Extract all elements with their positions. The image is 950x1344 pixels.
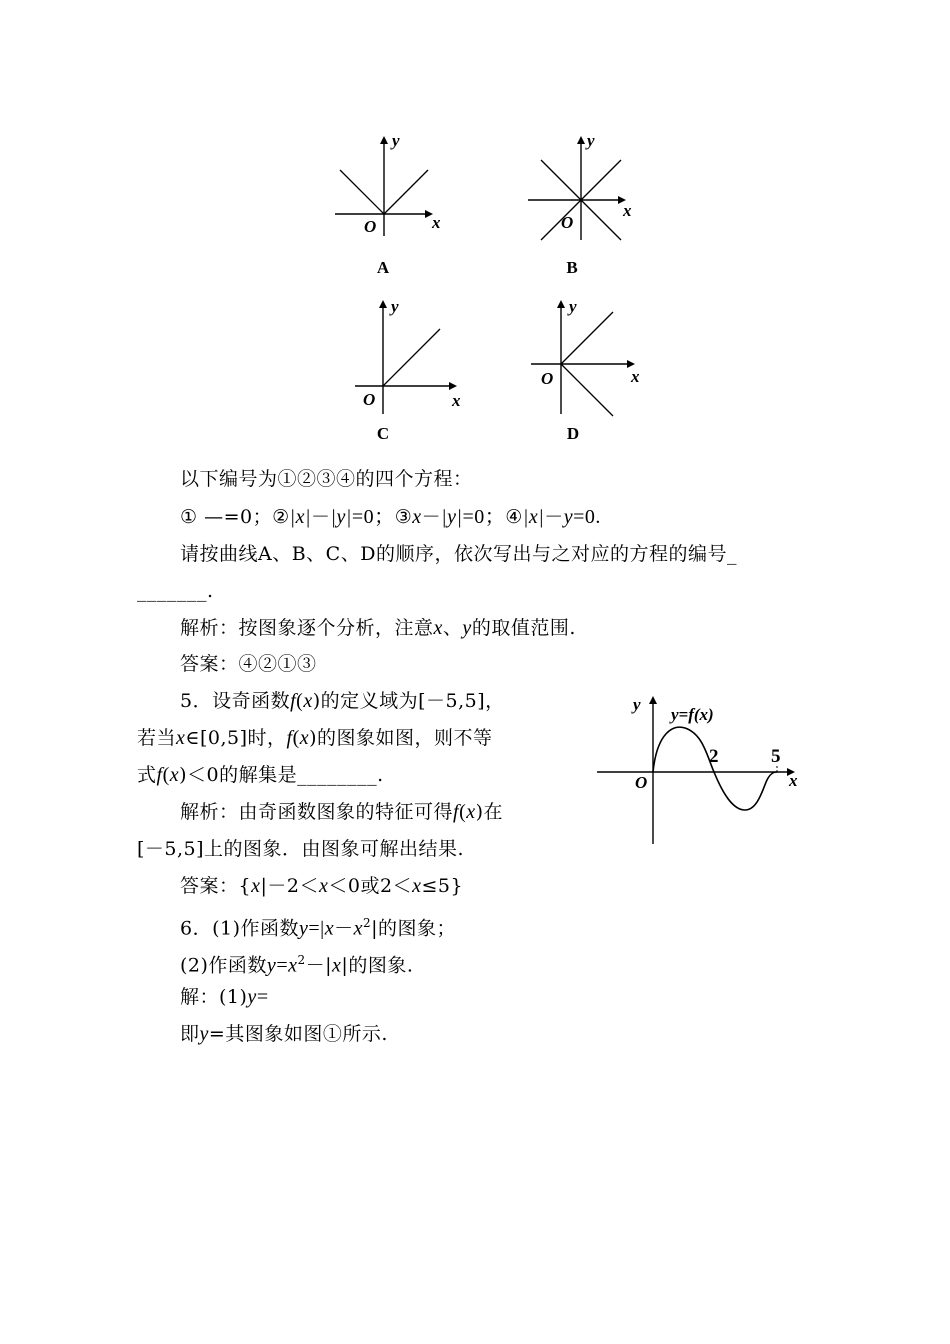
problem5-line2: 若当x∈[0,5]时，f(x)的图象如图，则不等 bbox=[137, 727, 493, 749]
graph-d bbox=[528, 292, 653, 422]
origin-label: O bbox=[635, 773, 648, 792]
graph-a-caption: A bbox=[376, 258, 390, 277]
problem4-intro: 以下编号为①②③④的四个方程： bbox=[180, 468, 473, 490]
x-axis-label: x bbox=[623, 201, 632, 220]
y-axis-arrow bbox=[649, 696, 657, 704]
problem5-line3: 式f(x)＜0的解集是________. bbox=[137, 764, 384, 786]
y-axis-arrow bbox=[557, 300, 565, 308]
y-axis-arrow bbox=[380, 136, 388, 144]
graph-c bbox=[352, 292, 472, 422]
problem4-answer: 答案：④②①③ bbox=[180, 653, 317, 675]
y-axis-label: y bbox=[633, 695, 641, 714]
problem4-equations: ① —=0；②|x|－|y|=0；③x－|y|=0；④|x|－y=0. bbox=[180, 506, 601, 528]
y-axis-arrow bbox=[379, 300, 387, 308]
curve-right-ray bbox=[384, 170, 428, 214]
graph-b bbox=[525, 128, 645, 243]
problem6-line2: (2)作函数$y=x^2-|x|$的图象. bbox=[180, 953, 414, 977]
tick-label-2: 2 bbox=[709, 746, 719, 767]
y-axis-label: y bbox=[391, 297, 399, 316]
origin-label: O bbox=[561, 213, 574, 232]
graph-c-caption: C bbox=[376, 424, 390, 443]
y-axis-label: y bbox=[569, 297, 577, 316]
problem5-analysis-cont: [－5,5]上的图象．由图象可解出结果. bbox=[137, 838, 465, 860]
x-axis-arrow bbox=[449, 382, 457, 390]
origin-label: O bbox=[364, 217, 377, 236]
origin-label: O bbox=[541, 369, 554, 388]
graph-d-caption: D bbox=[566, 424, 580, 443]
problem4-blank: _______. bbox=[137, 580, 214, 602]
problem6-line1: 6．(1)作函数$y=|x-x^2|$的图象； bbox=[180, 916, 457, 940]
function-curve bbox=[653, 727, 777, 810]
graph-b-caption: B bbox=[566, 258, 578, 277]
problem5-answer: 答案：{x|－2＜x＜0或2＜x≤5} bbox=[180, 875, 464, 897]
origin-label: O bbox=[363, 390, 376, 409]
x-axis-label: x bbox=[432, 213, 441, 232]
problem4-analysis: 解析：按图象逐个分析，注意x、y的取值范围. bbox=[180, 617, 576, 639]
curve-upper-ray bbox=[561, 312, 613, 364]
curve-left-ray bbox=[340, 170, 384, 214]
problem6-solution: 解：(1)y= bbox=[180, 986, 269, 1008]
problem6-solution-cont: 即y=其图象如图①所示. bbox=[180, 1023, 388, 1045]
graph-f bbox=[595, 688, 810, 848]
curve-lower-ray bbox=[561, 364, 613, 416]
problem4-question: 请按曲线A、B、C、D的顺序，依次写出与之对应的方程的编号_ bbox=[180, 543, 737, 565]
x-axis-label: x bbox=[452, 391, 461, 410]
y-axis-label: y bbox=[392, 131, 400, 150]
x-axis-label: x bbox=[789, 771, 798, 790]
y-axis-arrow bbox=[577, 136, 585, 144]
problem5-analysis: 解析：由奇函数图象的特征可得f(x)在 bbox=[180, 801, 504, 823]
curve-ray bbox=[383, 329, 440, 386]
problem5-line1: 5．设奇函数f(x)的定义域为[－5,5]， bbox=[180, 690, 505, 712]
function-label: y=f(x) bbox=[671, 705, 714, 724]
tick-label-5: 5 bbox=[771, 746, 781, 767]
y-axis-label: y bbox=[587, 131, 595, 150]
graph-a bbox=[330, 128, 450, 238]
x-axis-label: x bbox=[631, 367, 640, 386]
